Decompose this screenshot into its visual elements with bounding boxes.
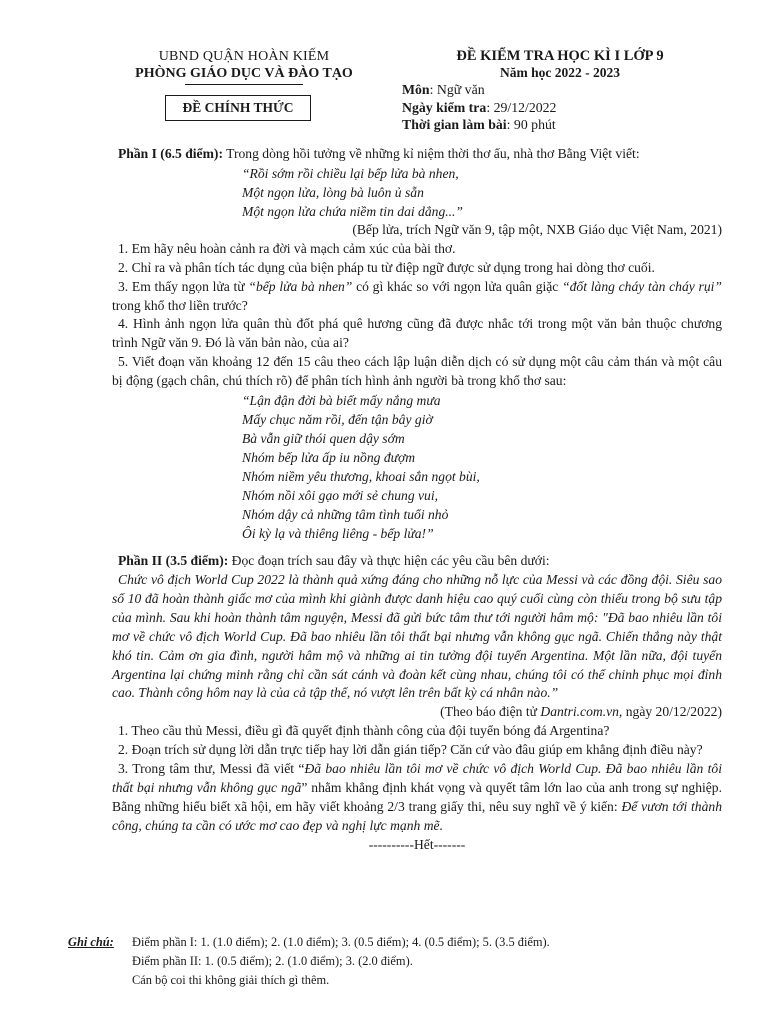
q3-text: trong khổ thơ liền trước? (112, 297, 248, 313)
part1-question-5: 5. Viết đoạn văn khoảng 12 đến 15 câu theo cách lập luận diễn dịch có sử dụng một câu cảm thán và một câu bị động (gạch chân, chú thích rõ) để phân tích hình ảnh người bà trong khổ thơ sau: (112, 354, 722, 389)
source-site: Dantri.com.vn (540, 704, 619, 720)
part2-intro (112, 552, 722, 571)
notes-row-1 (68, 933, 708, 952)
opinion-statement: Để vươn tới thành công, chúng ta cần có ước mơ cao đẹp và nghị lực mạnh mẽ. (112, 798, 722, 833)
date-label: Ngày kiểm tra (402, 99, 487, 115)
date-value: : 29/12/2022 (486, 99, 557, 115)
notes-row-3: Cán bộ coi thi không giải thích gì thêm. (132, 973, 330, 987)
poem-excerpt-1 (242, 164, 722, 221)
q3-text: ” nhằm khẳng định khát vọng và quyết tâm lớn lao của anh trong sự nghiệp. Bằng những hiểu biết xã hội, em hãy viết khoảng 2/3 trang giấy thi, nêu suy nghĩ về ý kiến: (112, 779, 722, 814)
part1-question-3 (112, 278, 722, 316)
district-name: UBND QUẬN HOÀN KIẾM (158, 49, 330, 64)
part1-intro (112, 145, 722, 164)
q3-text: 3. Em thấy ngọn lửa từ (118, 278, 249, 294)
part2-question-1: 1. Theo cầu thủ Messi, điều gì đã quyết định thành công của đội tuyển bóng đá Argentina? (118, 723, 610, 739)
source-text: , ngày 20/12/2022) (618, 704, 722, 720)
duration-value: : 90 phút (506, 117, 556, 132)
part2-heading: Phần II (3.5 điểm): (118, 553, 229, 569)
poem1-source: (Bếp lửa, trích Ngữ văn 9, tập một, NXB Giáo dục Việt Nam, 2021) (352, 221, 722, 237)
poem1-line: “Rồi sớm rồi chiều lại bếp lửa bà nhen, (242, 165, 459, 181)
duration-label: Thời gian làm bài (402, 117, 507, 132)
exam-title-block (410, 48, 710, 81)
poem2-line: Nhóm niềm yêu thương, khoai sắn ngọt bùi, (242, 469, 480, 485)
section-gap (112, 543, 722, 552)
date-row (402, 99, 732, 117)
subject-value: : Ngữ văn (429, 82, 485, 97)
subject-label: Môn (402, 82, 430, 97)
poem1-line: Một ngọn lửa chứa niềm tin dai dẳng...” (242, 203, 463, 219)
poem2-line: Ôi kỳ lạ và thiêng liêng - bếp lửa!” (242, 526, 434, 542)
part1-question-1: 1. Em hãy nêu hoàn cảnh ra đời và mạch cảm xúc của bài thơ. (118, 240, 456, 256)
subject-row (402, 81, 732, 99)
poem2-line: “Lận đận đời bà biết mấy nắng mưa (242, 393, 441, 409)
q3-quote-2: “đốt làng cháy tàn cháy rụi” (562, 278, 722, 294)
department-name: PHÒNG GIÁO DỤC VÀ ĐÀO TẠO (135, 66, 353, 81)
notes-label-colon: : (109, 935, 114, 949)
q3-quote-1: “bếp lửa bà nhen” (248, 278, 353, 294)
notes-label (68, 933, 132, 952)
poem-excerpt-2 (242, 391, 722, 543)
part1-question-2: 2. Chỉ ra và phân tích tác dụng của biện pháp tu từ điệp ngữ được sử dụng trong hai dòng thơ cuối. (118, 259, 655, 275)
end-marker: ----------Hết------- (368, 836, 466, 852)
poem2-line: Bà vẫn giữ thói quen dậy sớm (242, 431, 405, 447)
exam-title: ĐỀ KIỂM TRA HỌC KÌ I LỚP 9 (456, 48, 664, 64)
grading-notes (68, 933, 708, 990)
duration-row (402, 116, 732, 134)
messi-quote: Đã bao nhiêu lần tôi mơ về chức vô địch World Cup. Đã bao nhiêu lần tôi thất bại nhưng vẫn không gục ngã (112, 761, 722, 795)
q3-text: có gì khác so với ngọn lửa quân giặc (352, 278, 563, 294)
source-text: (Theo báo điện tử (440, 704, 541, 720)
notes-row-2: Điểm phần II: 1. (0.5 điểm); 2. (1.0 điểm); 3. (2.0 điểm). (132, 954, 413, 968)
part2-question-2: 2. Đoạn trích sử dụng lời dẫn trực tiếp hay lời dẫn gián tiếp? Căn cứ vào đâu giúp em khẳng định điều này? (118, 742, 703, 758)
exam-body (112, 145, 722, 855)
notes-line: Điểm phần I: 1. (1.0 điểm); 2. (1.0 điểm); 3. (0.5 điểm); 4. (0.5 điểm); 5. (3.5 điểm). (132, 935, 550, 949)
issuer-underline (185, 84, 303, 85)
poem1-line: Một ngọn lửa, lòng bà luôn ủ sẵn (242, 184, 424, 200)
school-year: Năm học 2022 - 2023 (500, 65, 620, 80)
part2-question-3 (112, 760, 722, 836)
poem2-line: Nhóm dậy cả những tâm tình tuổi nhỏ (242, 507, 449, 523)
poem2-line: Mấy chục năm rồi, đến tận bây giờ (242, 412, 433, 428)
part1-question-4: 4. Hình ảnh ngọn lửa quân thù đốt phá quê hương cũng đã được nhắc tới trong một văn bản thuộc chương trình Ngữ văn 9. Đó là văn bản nào, của ai? (112, 316, 722, 351)
q3-text: 3. Trong tâm thư, Messi đã viết “ (118, 761, 305, 777)
part2-source (112, 703, 722, 722)
notes-label-text: Ghi chú (68, 935, 110, 949)
poem2-line: Nhóm nồi xôi gạo mới sẻ chung vui, (242, 488, 439, 504)
poem2-line: Nhóm bếp lửa ấp iu nồng đượm (242, 450, 416, 466)
part2-intro-text: Đọc đoạn trích sau đây và thực hiện các yêu cầu bên dưới: (228, 553, 550, 569)
part1-intro-text: Trong dòng hồi tưởng về những kỉ niệm thời thơ ấu, nhà thơ Bằng Việt viết: (222, 146, 640, 161)
part2-passage: Chức vô địch World Cup 2022 là thành quả xứng đáng cho những nỗ lực của Messi và các đồng đội. Siêu sao số 10 đã hoàn thành giấc mơ của mình khi giành được danh hiệu cao quý cuối cùng còn thiếu trong bộ sưu tập của mình. Sau khi hoàn thành tâm nguyện, Messi đã gửi bức tâm thư tới người hâm mộ: "Đã bao nhiêu lần tôi mơ về chức vô địch World Cup. Đã bao nhiêu lần tôi thất bại nhưng vẫn không gục ngã. Chiến thắng này thật khó tin. Cảm ơn gia đình, người hâm mộ và những ai tin tưởng đội tuyển Argentina. Một lần nữa, đội tuyển Argentina lại chứng minh rằng chỉ cần sát cánh và đoàn kết cùng nhau, chúng tôi có thể chinh phục mọi đỉnh cao. Thành công hôm nay là của cả tập thể, nó vượt lên trên bất kỳ cá nhân nào.” (112, 571, 722, 701)
issuer-block (118, 48, 370, 85)
exam-meta (402, 81, 732, 134)
part1-heading: Phần I (6.5 điểm): (118, 146, 223, 161)
official-exam-box: ĐỀ CHÍNH THỨC (165, 95, 311, 121)
